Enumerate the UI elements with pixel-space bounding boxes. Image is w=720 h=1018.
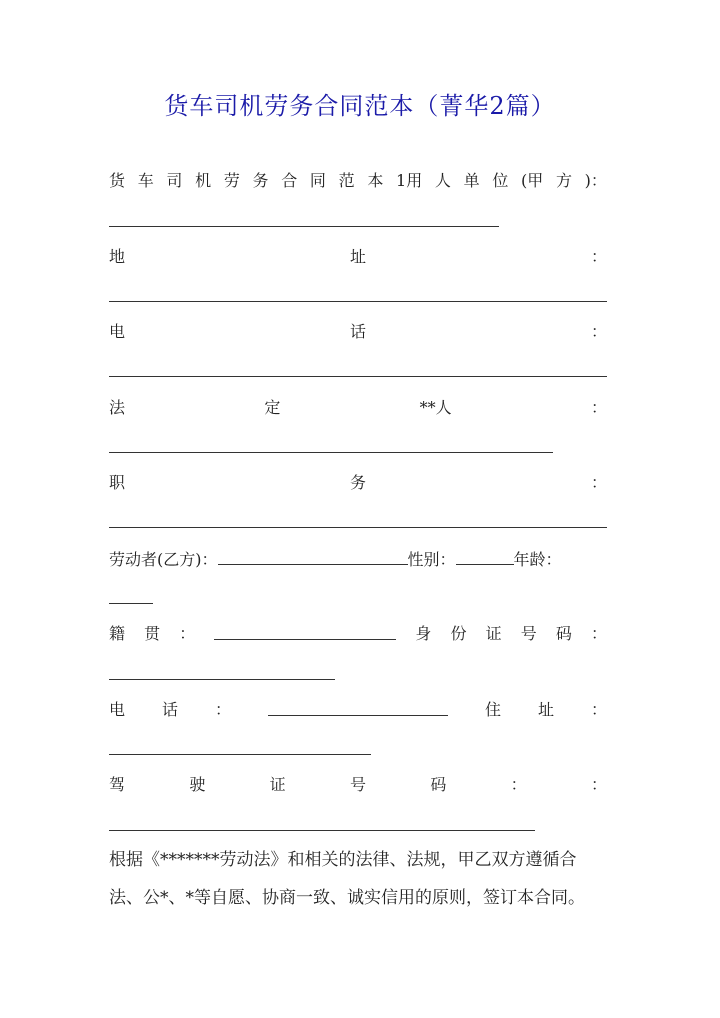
legal-rep-char: **人 (419, 398, 452, 417)
employer-char: 本 (367, 171, 384, 190)
worker-address-char: 住 (484, 700, 501, 719)
position-label-char: 务 (349, 473, 366, 492)
employer-char: 范 (338, 171, 355, 190)
origin-blank[interactable] (214, 621, 396, 640)
id-char: 份 (450, 624, 467, 643)
worker-address-char: 址 (537, 700, 554, 719)
employer-char: 货 (109, 171, 126, 190)
age-label: 年龄： (513, 550, 562, 569)
legal-rep-char: 定 (264, 398, 281, 417)
employer-char: 人 (434, 171, 451, 190)
phone-label-char: 电 (109, 322, 126, 341)
worker-phone-blank[interactable] (268, 697, 448, 716)
employer-char: 同 (309, 171, 326, 190)
position-line (109, 470, 607, 496)
body-paragraph-line: 法、公*、*等自愿、协商一致、诚实信用的原则，签订本合同。 (109, 888, 585, 908)
employer-line (109, 168, 607, 194)
employer-char: 位 (492, 171, 509, 190)
legal-rep-char: 法 (109, 398, 126, 417)
body-paragraph-line: 根据《*******劳动法》和相关的法律、法规，甲乙双方遵循合 (109, 850, 577, 870)
license-char: 证 (269, 775, 286, 794)
worker-phone-char: 话 (162, 700, 179, 719)
position-label-char: 职 (109, 473, 126, 492)
gender-label: 性别： (407, 550, 456, 569)
worker-address-blank[interactable] (109, 754, 371, 755)
id-char: 证 (485, 624, 502, 643)
address-colon: ： (590, 247, 607, 266)
origin-line (109, 621, 607, 647)
id-number-blank[interactable] (109, 679, 335, 680)
license-char: 驶 (189, 775, 206, 794)
address-label-char: 地 (109, 247, 126, 266)
worker-label: 劳动者(乙方)： (109, 550, 218, 569)
document-title: 货车司机劳务合同范本（菁华2篇） (164, 92, 556, 120)
phone-label-char: 话 (349, 322, 366, 341)
id-char: 号 (520, 624, 537, 643)
id-char: 身 (415, 624, 432, 643)
age-blank[interactable] (109, 603, 153, 604)
employer-char: (甲 (521, 171, 544, 190)
id-char: 码 (555, 624, 572, 643)
license-colon: ： (510, 775, 527, 794)
address-blank[interactable] (109, 301, 607, 302)
legal-rep-blank[interactable] (109, 452, 553, 453)
worker-address-colon: ： (590, 700, 607, 719)
license-line (109, 772, 607, 798)
employer-char: 劳 (223, 171, 240, 190)
phone-colon: ： (590, 322, 607, 341)
id-colon: ： (590, 624, 607, 643)
license-char: 码 (430, 775, 447, 794)
employer-char: 合 (281, 171, 298, 190)
license-char: 驾 (109, 775, 126, 794)
position-colon: ： (590, 473, 607, 492)
origin-char: 贯 (144, 624, 161, 643)
address-label-char: 址 (349, 247, 366, 266)
employer-char: 单 (463, 171, 480, 190)
legal-rep-line (109, 395, 607, 421)
employer-char: 1用 (396, 171, 423, 190)
worker-phone-colon: ： (215, 700, 232, 719)
origin-char: ： (179, 624, 196, 643)
employer-char: 机 (195, 171, 212, 190)
worker-phone-char: 电 (109, 700, 126, 719)
employer-char: 方 (555, 171, 572, 190)
origin-char: 籍 (109, 624, 126, 643)
worker-name-blank[interactable] (218, 546, 408, 565)
address-line (109, 244, 607, 270)
license-colon: ： (590, 775, 607, 794)
phone-line (109, 319, 607, 345)
position-blank[interactable] (109, 527, 607, 528)
license-char: 号 (349, 775, 366, 794)
employer-char: )： (584, 171, 607, 190)
worker-phone-line (109, 697, 607, 723)
worker-line (109, 546, 607, 572)
license-blank[interactable] (109, 830, 535, 831)
employer-blank[interactable] (109, 226, 499, 227)
legal-rep-colon: ： (590, 398, 607, 417)
employer-char: 务 (252, 171, 269, 190)
gender-blank[interactable] (456, 546, 514, 565)
phone-blank[interactable] (109, 376, 607, 377)
employer-char: 司 (166, 171, 183, 190)
employer-char: 车 (137, 171, 154, 190)
